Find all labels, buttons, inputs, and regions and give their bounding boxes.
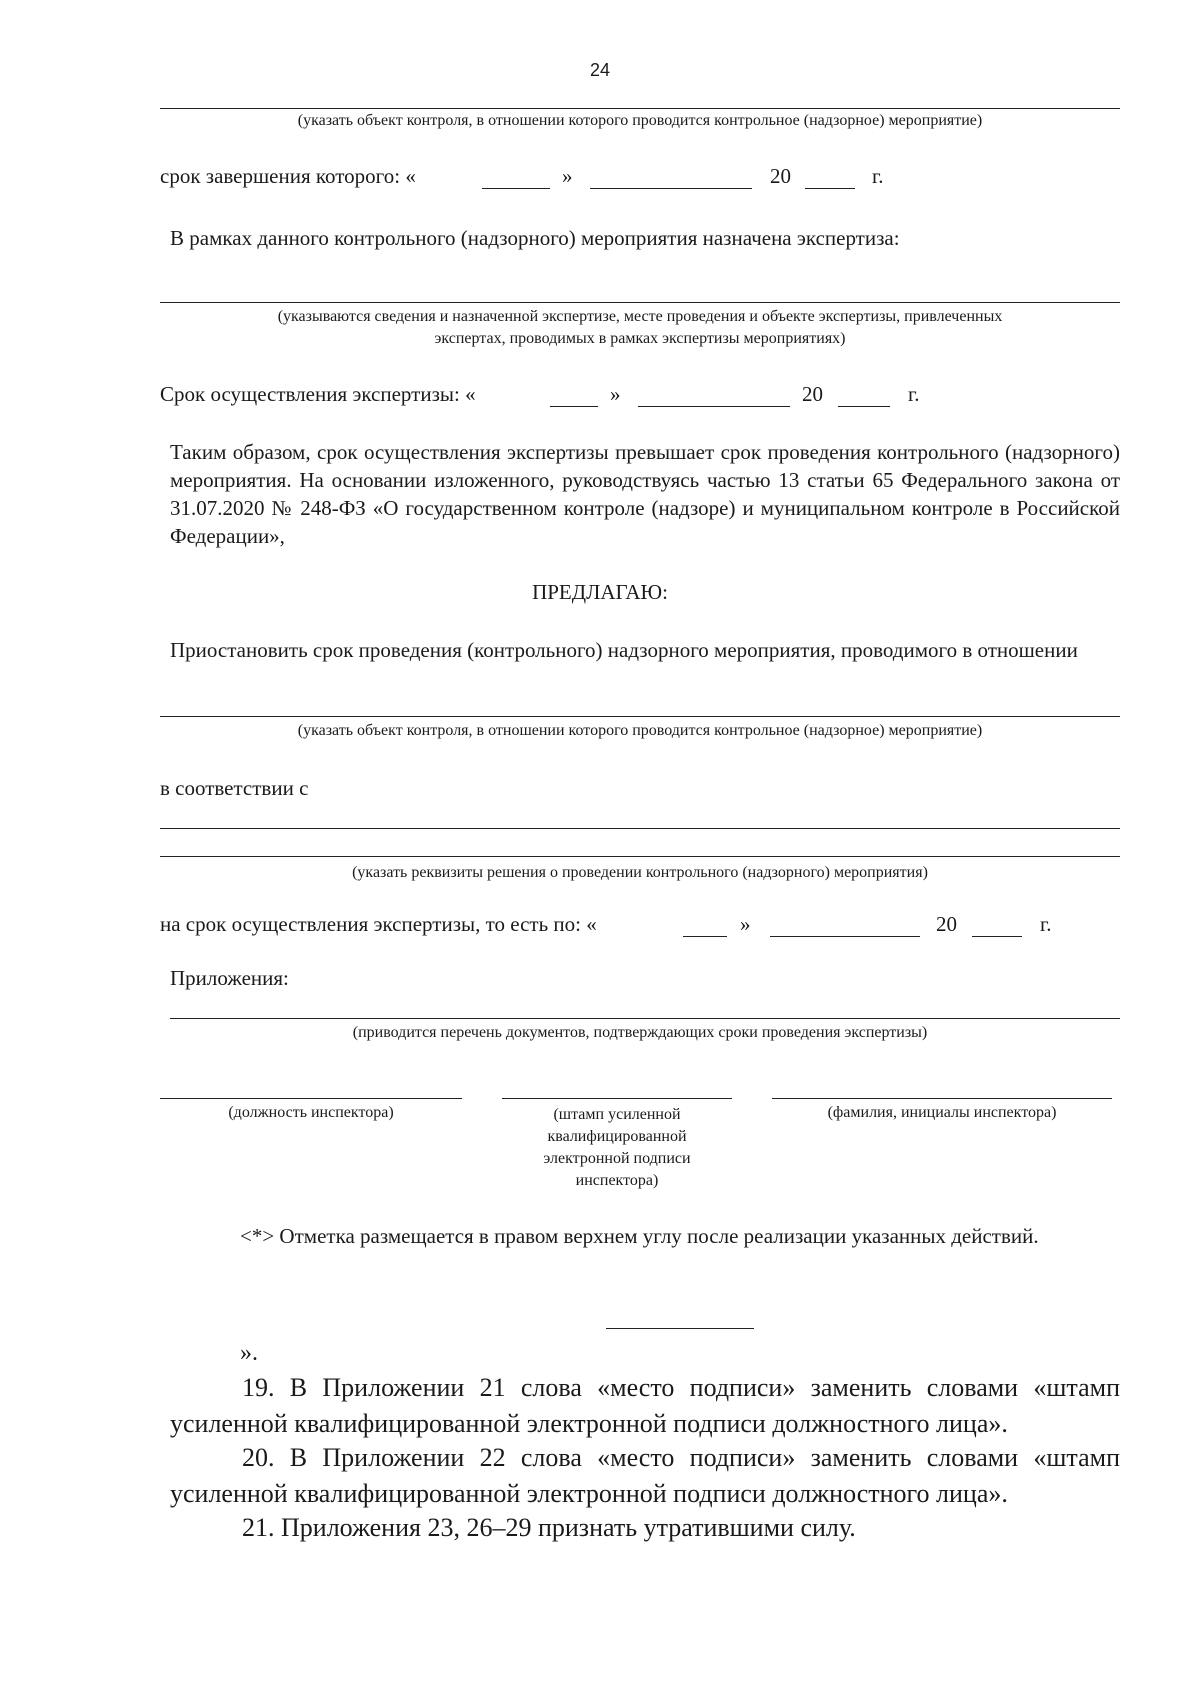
expertise-line <box>160 302 1120 303</box>
caption-expertise-2: экспертах, проводимых в рамках экспертизы мероприятиях) <box>434 330 846 347</box>
term-year-prefix: 20 <box>936 912 957 936</box>
term-year-suffix: г. <box>1040 912 1052 936</box>
expertise-term-year-suffix: г. <box>908 382 920 406</box>
name-line <box>772 1098 1112 1099</box>
paragraph-thus: Таким образом, срок осуществления экспертизы превышает срок проведения контрольного (надзорного) мероприятия. На основании изложенного, руководствуясь частью 13 статьи 65 Федерального закона от 31.07.2020 № 248-ФЗ «О государственном контроле (надзоре) и муниципальном контроле в Российской Федерации», <box>170 440 1120 548</box>
expertise-term-year-prefix: 20 <box>802 382 823 406</box>
deadline-label: срок завершения которого: « <box>160 164 416 188</box>
position-caption: (должность инспектора) <box>228 1104 394 1121</box>
deadline-year-blank <box>805 188 855 189</box>
caption-expertise-1: (указываются сведения и назначенной экспертизе, месте проведения и объекте экспертизы, привлеченных <box>277 308 1003 325</box>
expertise-sentence: В рамках данного контрольного (надзорного) мероприятия назначена экспертиза: <box>170 226 900 250</box>
expertise-term-label: Срок осуществления экспертизы: « <box>160 382 476 406</box>
term-row <box>160 912 1120 940</box>
stamp-caption-line-1: (штамп усиленной <box>553 1106 681 1123</box>
stamp-caption-line-3: электронной подписи <box>543 1150 691 1167</box>
caption-decision: (указать реквизиты решения о проведении контрольного (надзорного) мероприятия) <box>352 864 928 881</box>
closing-quote: ». <box>240 1340 258 1366</box>
stamp-caption-line-2: квалифицированной <box>547 1128 687 1145</box>
expertise-term-close-quote: » <box>610 382 621 406</box>
stamp-caption <box>502 1104 732 1192</box>
deadline-close-quote: » <box>562 164 573 188</box>
object-line-2 <box>160 716 1120 717</box>
separator-line <box>606 1328 754 1329</box>
propose-heading: ПРЕДЛАГАЮ: <box>532 580 668 604</box>
footnote: <*> Отметка размещается в правом верхнем углу после реализации указанных действий. <box>240 1224 1039 1248</box>
caption-object-2: (указать объект контроля, в отношении которого проводится контрольное (надзорное) мероприятие) <box>297 722 983 739</box>
term-month-blank <box>770 936 920 937</box>
deadline-day-blank <box>482 188 550 189</box>
expertise-term-month-blank <box>638 406 790 407</box>
attachments-line <box>170 1018 1120 1019</box>
term-label: на срок осуществления экспертизы, то есть по: « <box>160 912 597 936</box>
expertise-term-row <box>160 382 1120 410</box>
expertise-term-day-blank <box>550 406 598 407</box>
item-20: 20. В Приложении 22 слова «место подписи» заменить словами «штамп усиленной квалифицированной электронной подписи должностного лица». <box>170 1443 1120 1508</box>
deadline-row <box>160 164 1120 192</box>
name-caption: (фамилия, инициалы инспектора) <box>827 1104 1057 1121</box>
deadline-year-prefix: 20 <box>770 164 791 188</box>
position-line <box>160 1098 462 1099</box>
item-21: 21. Приложения 23, 26–29 признать утратившими силу. <box>242 1513 856 1542</box>
term-day-blank <box>683 936 727 937</box>
object-line-1 <box>160 108 1120 109</box>
stamp-caption-line-4: инспектора) <box>575 1172 659 1189</box>
caption-object-1: (указать объект контроля, в отношении которого проводится контрольное (надзорное) мероприятие) <box>297 112 983 129</box>
deadline-year-suffix: г. <box>872 164 884 188</box>
expertise-term-year-blank <box>838 406 890 407</box>
deadline-month-blank <box>590 188 752 189</box>
term-year-blank <box>972 936 1022 937</box>
decision-line-1 <box>160 828 1120 829</box>
stamp-line <box>502 1098 732 1099</box>
caption-attachments: (приводится перечень документов, подтверждающих сроки проведения экспертизы) <box>352 1024 928 1041</box>
term-close-quote: » <box>740 912 751 936</box>
decision-line-2 <box>160 856 1120 857</box>
in-accordance: в соответствии с <box>160 776 309 800</box>
item-19: 19. В Приложении 21 слова «место подписи» заменить словами «штамп усиленной квалифицированной электронной подписи должностного лица». <box>170 1373 1120 1438</box>
page-number: 24 <box>589 60 611 80</box>
paragraph-suspend: Приостановить срок проведения (контрольного) надзорного мероприятия, проводимого в отношении <box>170 638 1078 662</box>
attachments-label: Приложения: <box>170 966 289 990</box>
